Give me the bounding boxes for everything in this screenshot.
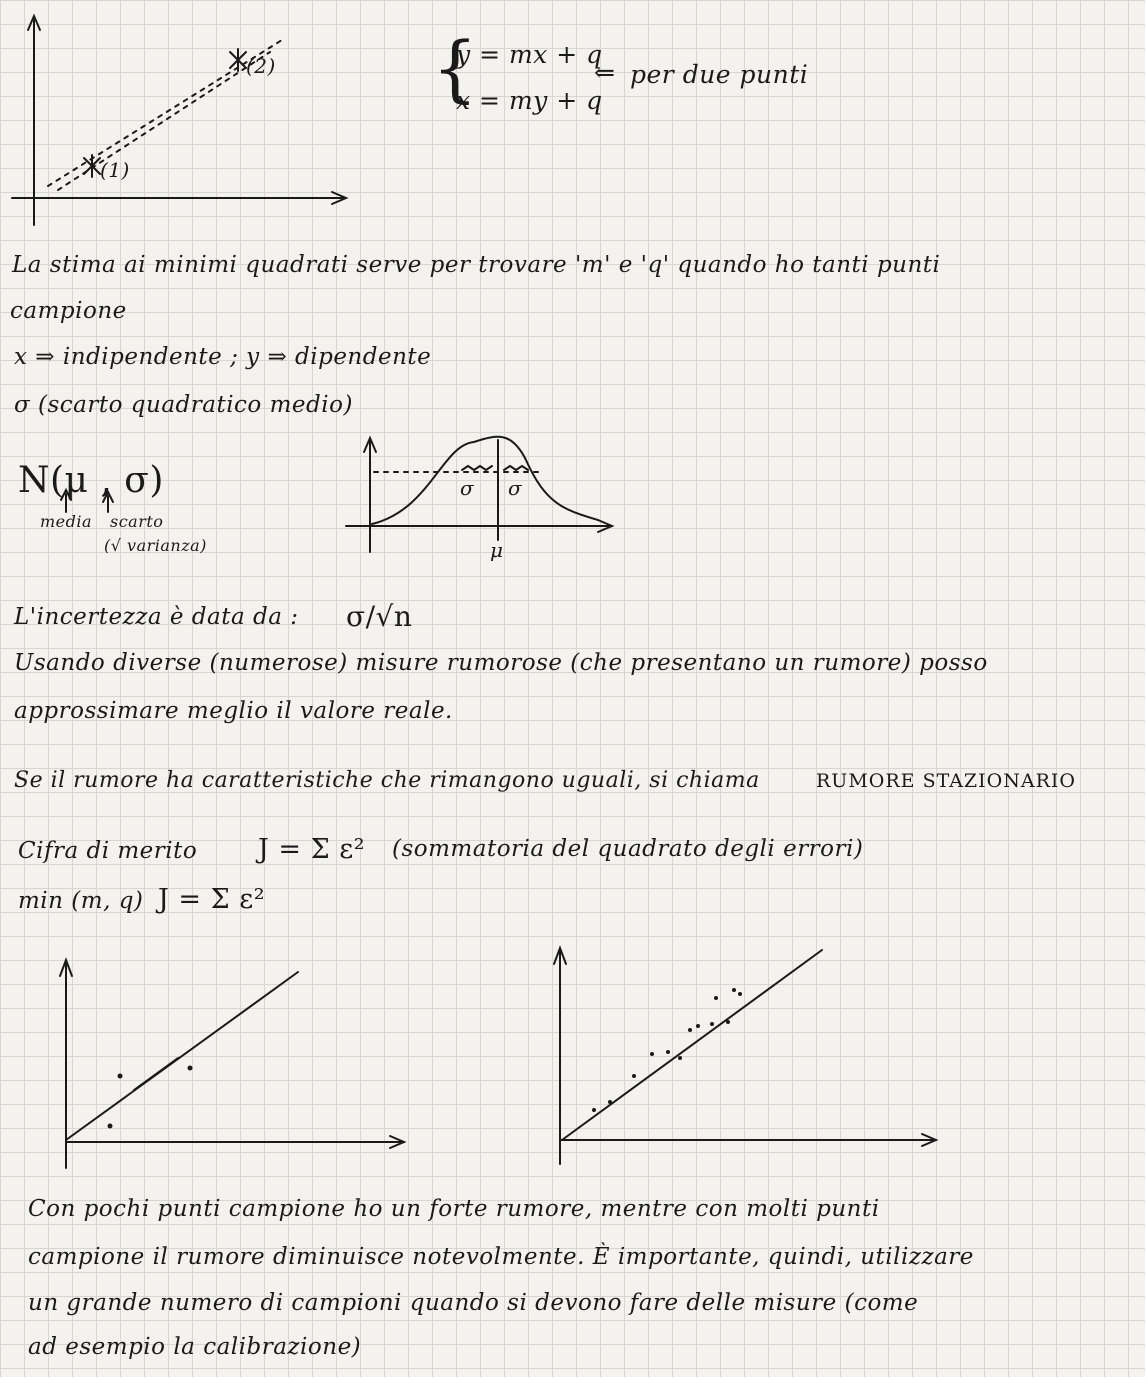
uncertainty-formula: σ/√n: [346, 600, 413, 633]
sample-points: [592, 988, 742, 1112]
text-line-2: campione: [10, 298, 127, 324]
cifra-note: (sommatoria del quadrato degli errori): [392, 836, 864, 862]
curve-sigma-left: σ: [460, 476, 475, 500]
right-fit-line: [562, 950, 822, 1140]
text-line-4: σ (scarto quadratico medio): [14, 392, 353, 418]
rumore-stazionario: RUMORE STAZIONARIO: [816, 770, 1076, 792]
point-1-label: (1): [100, 158, 130, 182]
text-line-1: La stima ai minimi quadrati serve per trovare 'm' e 'q' quando ho tanti punti: [12, 252, 941, 278]
curve-sigma-right: σ: [508, 476, 523, 500]
final-line-3: un grande numero di campioni quando si devono fare delle misure (come: [28, 1290, 919, 1316]
final-line-2: campione il rumore diminuisce notevolmente. È importante, quindi, utilizzare: [28, 1244, 974, 1270]
cifra-di-merito: Cifra di merito: [18, 838, 198, 864]
equation-2: x = my + q: [456, 86, 603, 115]
min-mq: min (m, q): [18, 888, 144, 914]
left-brace: {: [432, 26, 479, 110]
arrow-glyph: ⇐: [594, 58, 616, 87]
label-varianza: (√ varianza): [104, 536, 207, 555]
curve-mu-label: μ: [490, 538, 504, 562]
final-line-4: ad esempio la calibrazione): [28, 1334, 362, 1360]
point-2-label: (2): [246, 54, 276, 78]
text-line-3: x ⇒ indipendente ; y ⇒ dipendente: [14, 344, 432, 370]
label-media: media: [40, 512, 93, 531]
cifra-formula: J = Σ ε²: [258, 834, 366, 865]
normal-notation: N(μ , σ): [18, 460, 164, 501]
label-scarto: scarto: [110, 512, 164, 531]
text-line-8: Se il rumore ha caratteristiche che rimangono uguali, si chiama: [14, 768, 760, 793]
uncertainty-text: L'incertezza è data da :: [14, 604, 299, 630]
equation-1: y = mx + q: [456, 40, 603, 69]
final-line-1: Con pochi punti campione ho un forte rumore, mentre con molti punti: [28, 1196, 880, 1222]
equations-note: per due punti: [630, 60, 809, 89]
text-line-7: approssimare meglio il valore reale.: [14, 698, 453, 724]
text-line-6: Usando diverse (numerose) misure rumorose (che presentano un rumore) posso: [14, 650, 988, 676]
min-formula: J = Σ ε²: [158, 884, 266, 915]
